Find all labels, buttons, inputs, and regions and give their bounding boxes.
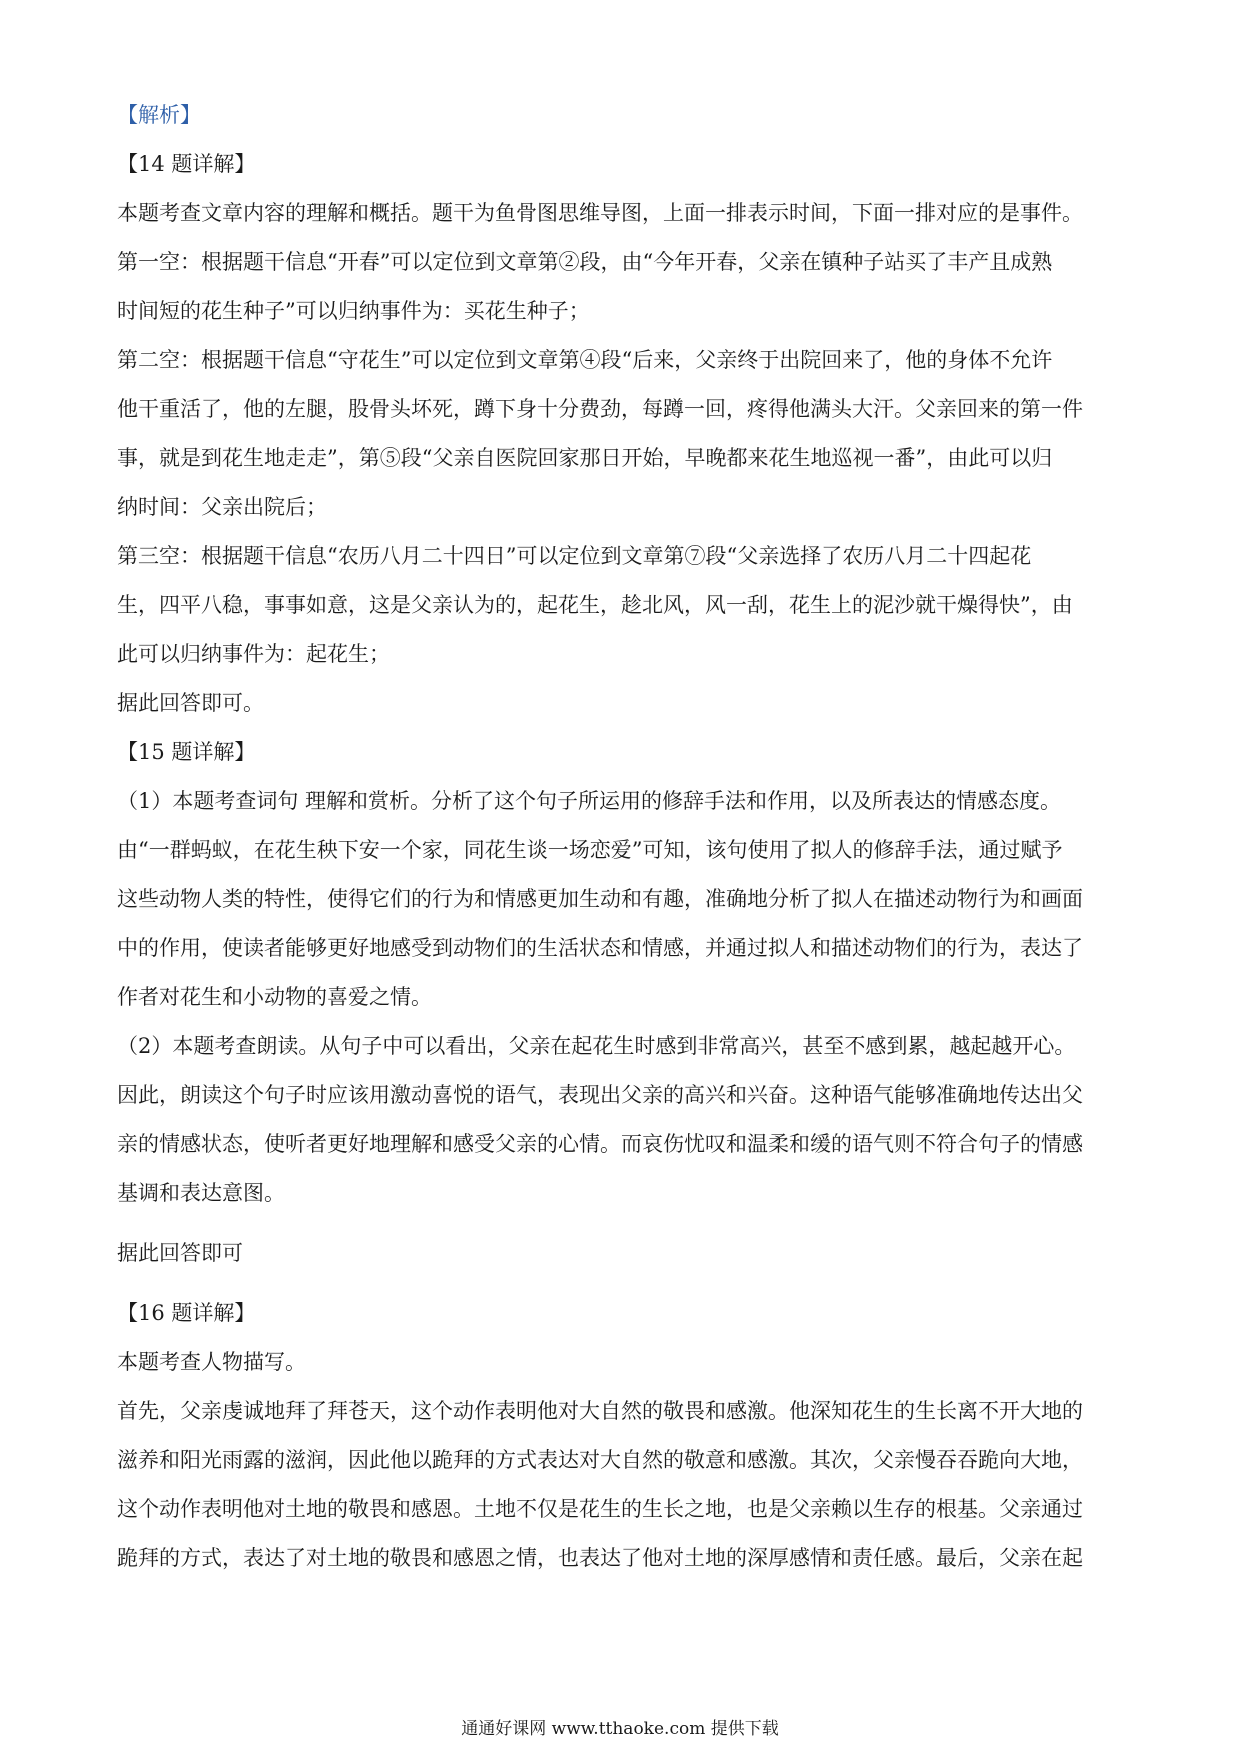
paragraph-line: 纳时间：父亲出院后； [117, 495, 327, 519]
paragraph-line: 此可以归纳事件为：起花生； [117, 642, 390, 666]
page-footer: 通通好课网 www.tthaoke.com 提供下载 [461, 1719, 779, 1739]
paragraph-line: 这些动物人类的特性，使得它们的行为和情感更加生动和有趣，准确地分析了拟人在描述动物行为和画面 [117, 887, 1083, 911]
paragraph-line: 时间短的花生种子”可以归纳事件为：买花生种子； [117, 299, 590, 323]
paragraph-line: 滋养和阳光雨露的滋润，因此他以跪拜的方式表达对大自然的敬意和感激。其次，父亲慢吞吞跪向大地， [117, 1448, 1083, 1472]
paragraph-line: 第二空：根据题干信息“守花生”可以定位到文章第④段“后来，父亲终于出院回来了，他的身体不允许 [117, 348, 1053, 372]
paragraph-line: 事，就是到花生地走走”，第⑤段“父亲自医院回家那日开始，早晚都来花生地巡视一番”，由此可以归 [117, 446, 1053, 470]
q16-section [117, 1298, 1127, 1573]
paragraph-line: 生，四平八稳，事事如意，这是父亲认为的，起花生，趁北风，风一刮，花生上的泥沙就干燥得快”，由 [117, 593, 1073, 617]
paragraph-line: 跪拜的方式，表达了对土地的敬畏和感恩之情，也表达了他对土地的深厚感情和责任感。最后，父亲在起 [117, 1546, 1083, 1570]
paragraph-line: 基调和表达意图。 [117, 1181, 285, 1205]
paragraph-line: 因此，朗读这个句子时应该用激动喜悦的语气，表现出父亲的高兴和兴奋。这种语气能够准确地传达出父 [117, 1083, 1083, 1107]
paragraph-line: 这个动作表明他对土地的敬畏和感恩。土地不仅是花生的生长之地，也是父亲赖以生存的根基。父亲通过 [117, 1497, 1083, 1521]
analysis-label: 【解析】 [117, 103, 201, 127]
paragraph-line: 据此回答即可。 [117, 691, 264, 715]
paragraph-line: 本题考查人物描写。 [117, 1350, 306, 1374]
paragraph-line: 作者对花生和小动物的喜爱之情。 [117, 985, 432, 1009]
paragraph-line: 本题考查文章内容的理解和概括。题干为鱼骨图思维导图，上面一排表示时间，下面一排对应的是事件。 [117, 201, 1083, 225]
q15-heading: 【15 题详解】 [117, 740, 256, 764]
paragraph-line: 中的作用，使读者能够更好地感受到动物们的生活状态和情感，并通过拟人和描述动物们的行为，表达了 [117, 936, 1083, 960]
paragraph-line: 由“一群蚂蚁，在花生秧下安一个家，同花生谈一场恋爱”可知，该句使用了拟人的修辞手法，通过赋予 [117, 838, 1063, 862]
paragraph-line: 首先，父亲虔诚地拜了拜苍天，这个动作表明他对大自然的敬畏和感激。他深知花生的生长离不开大地的 [117, 1399, 1083, 1423]
paragraph-line: 他干重活了，他的左腿，股骨头坏死，蹲下身十分费劲，每蹲一回，疼得他满头大汗。父亲回来的第一件 [117, 397, 1083, 421]
q15-section [117, 737, 1127, 1268]
paragraph-line: 据此回答即可 [117, 1241, 243, 1265]
paragraph-line: （1）本题考查词句 理解和赏析。分析了这个句子所运用的修辞手法和作用，以及所表达的情感态度。 [117, 789, 1062, 813]
paragraph-line: 第一空：根据题干信息“开春”可以定位到文章第②段，由“今年开春，父亲在镇种子站买了丰产且成熟 [117, 250, 1053, 274]
paragraph-line: 第三空：根据题干信息“农历八月二十四日”可以定位到文章第⑦段“父亲选择了农历八月二十四起花 [117, 544, 1032, 568]
q14-section [117, 149, 1127, 718]
document-body [117, 100, 1127, 1592]
paragraph-line: 亲的情感状态，使听者更好地理解和感受父亲的心情。而哀伤忧叹和温柔和缓的语气则不符合句子的情感 [117, 1132, 1083, 1156]
q14-heading: 【14 题详解】 [117, 152, 256, 176]
paragraph-line: （2）本题考查朗读。从句子中可以看出，父亲在起花生时感到非常高兴，甚至不感到累，越起越开心。 [117, 1034, 1076, 1058]
q16-heading: 【16 题详解】 [117, 1301, 256, 1325]
